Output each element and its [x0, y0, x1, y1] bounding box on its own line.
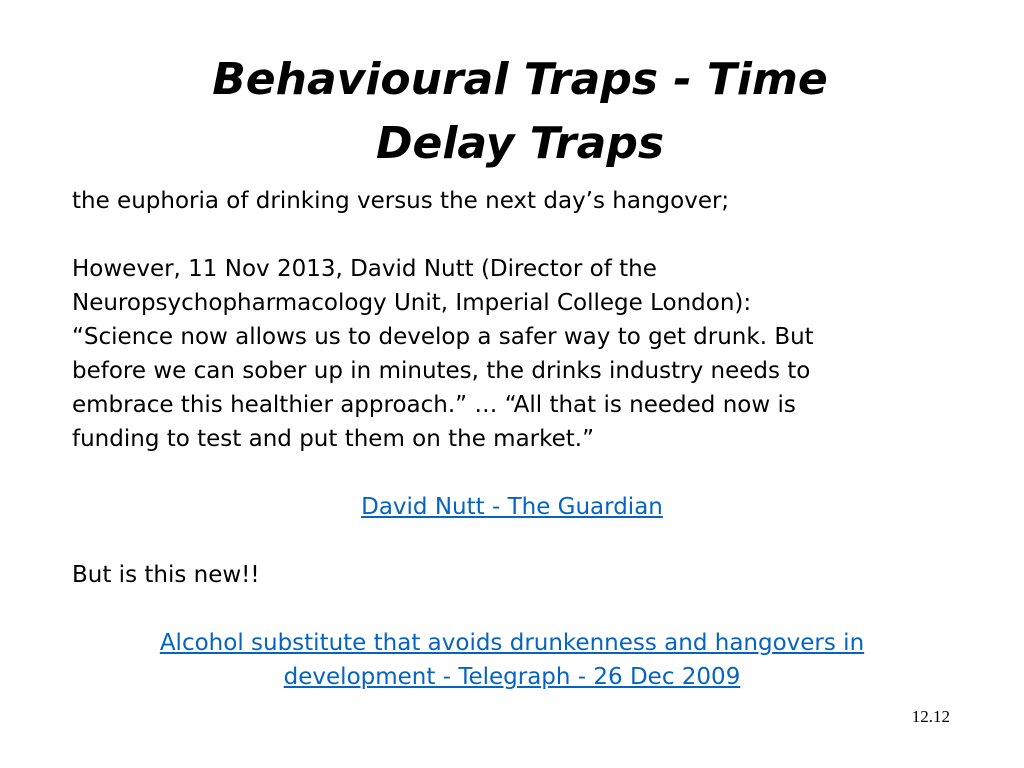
quote-line: However, 11 Nov 2013, David Nutt (Director of the	[72, 256, 657, 282]
spacer	[72, 456, 952, 490]
title-line-2: Delay Traps	[375, 118, 665, 169]
spacer	[72, 524, 952, 558]
guardian-link-row	[72, 490, 952, 524]
page-number: 12.12	[911, 707, 950, 726]
telegraph-link[interactable]: Alcohol substitute that avoids drunkenness and hangovers in	[159, 630, 865, 656]
spacer	[72, 592, 952, 626]
intro-text: the euphoria of drinking versus the next day’s hangover;	[72, 188, 730, 214]
telegraph-link-row-1	[72, 626, 952, 660]
question-text: But is this new!!	[72, 562, 260, 588]
telegraph-link-continued[interactable]: development - Telegraph - 26 Dec 2009	[283, 664, 741, 690]
telegraph-link-row-2	[72, 660, 952, 694]
title-line-1: Behavioural Traps - Time	[212, 54, 828, 105]
quote-line: “Science now allows us to develop a safer way to get drunk. But	[72, 324, 814, 350]
quote-line: funding to test and put them on the market.”	[72, 426, 595, 452]
quote-line: embrace this healthier approach.” … “All that is needed now is	[72, 392, 796, 418]
quote-line: Neuropsychopharmacology Unit, Imperial College London):	[72, 290, 752, 316]
slide-body	[72, 184, 952, 694]
quote-line: before we can sober up in minutes, the drinks industry needs to	[72, 358, 811, 384]
spacer	[72, 218, 952, 252]
guardian-link[interactable]: David Nutt - The Guardian	[361, 494, 663, 520]
slide-title	[160, 48, 880, 176]
